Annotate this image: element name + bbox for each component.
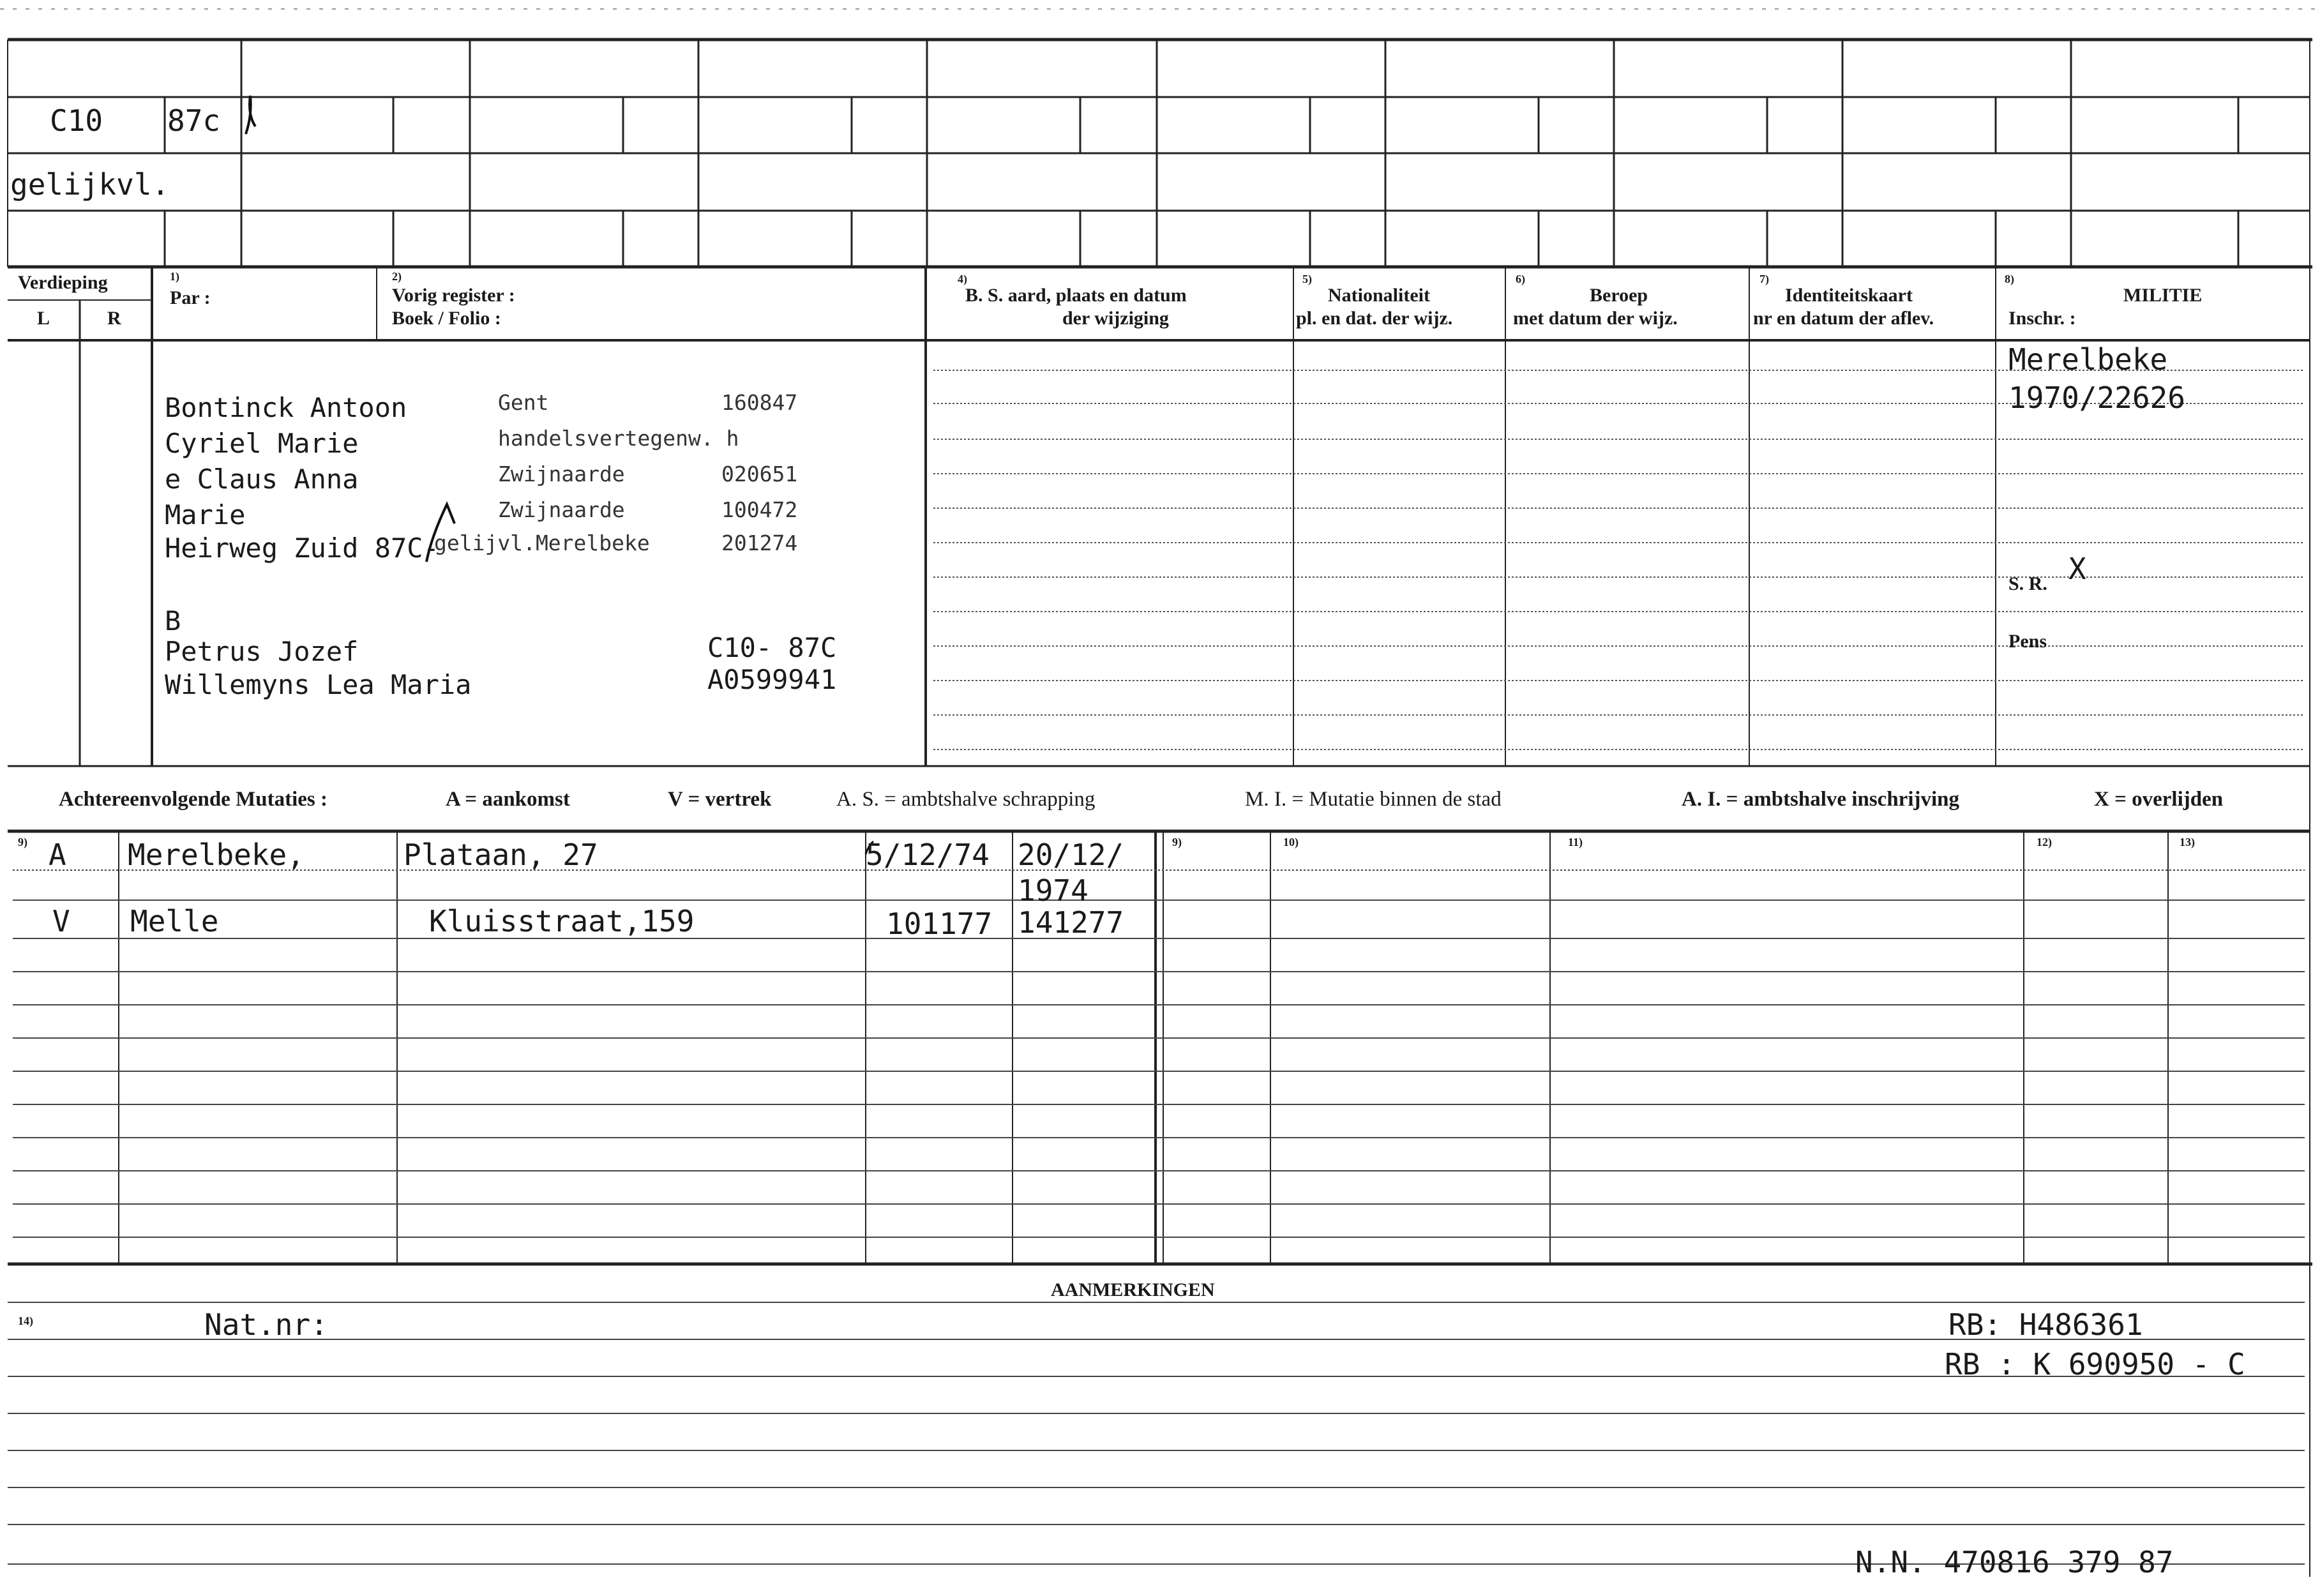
remarks-rb2: RB : K 690950 - C xyxy=(1945,1347,2245,1381)
mut-n13: 13) xyxy=(2180,836,2195,848)
remarks-rb1: RB: H486361 xyxy=(1948,1307,2143,1342)
militie-pens-label: Pens xyxy=(2008,631,2047,652)
legend-a: A = aankomst xyxy=(446,788,570,811)
header-militie: MILITIE xyxy=(2123,285,2203,306)
legend-title: Achtereenvolgende Mutaties : xyxy=(59,788,328,811)
mut-row2-date12: 101177 xyxy=(886,907,993,941)
block-suffix: gelijkvl. xyxy=(10,167,170,202)
header-par: Par : xyxy=(170,287,211,308)
person-date-5: 201274 xyxy=(721,531,798,555)
person-line-3: e Claus Anna xyxy=(165,463,359,495)
legend-ai: A. I. = ambtshalve inschrijving xyxy=(1682,788,1960,811)
header-ber-2: met datum der wijz. xyxy=(1513,308,1678,329)
header-vorig: Vorig register : xyxy=(392,285,515,306)
mut-row1-date13a: 20/12/ xyxy=(1018,838,1124,872)
header-nat-2: pl. en dat. der wijz. xyxy=(1296,308,1453,329)
person-place-3: Zwijnaarde xyxy=(498,462,625,486)
header-verdieping: Verdieping xyxy=(18,272,108,293)
header-n7: 7) xyxy=(1759,273,1769,285)
mut-n12: 12) xyxy=(2037,836,2052,848)
remarks-title: AANMERKINGEN xyxy=(1051,1279,1215,1300)
person-line-4: Marie xyxy=(165,499,246,531)
mut-n10: 10) xyxy=(1283,836,1299,848)
mut-row1-date13b: 1974 xyxy=(1018,873,1088,908)
header-bs-2: der wijziging xyxy=(1062,308,1169,329)
militie-sr-value: X xyxy=(2068,552,2086,586)
mut-row2-date13: 141277 xyxy=(1018,905,1124,940)
mut-row2-place: Melle xyxy=(130,904,219,938)
person-b: B xyxy=(165,605,181,636)
person-code-1: C10- 87C xyxy=(707,632,837,663)
person-date-3: 020651 xyxy=(721,462,798,486)
mut-row1-type: A xyxy=(49,838,66,872)
header-id-1: Identiteitskaart xyxy=(1785,285,1913,306)
mut-n11: 11) xyxy=(1568,836,1583,848)
person-date-1: 160847 xyxy=(721,390,798,415)
header-ber-1: Beroep xyxy=(1590,285,1648,306)
header-r: R xyxy=(107,308,121,329)
person-line-1: Bontinck Antoon xyxy=(165,392,407,423)
person-place-2: handelsvertegenw. h xyxy=(498,426,739,451)
mut-row1-street: Plataan, 27 xyxy=(403,838,598,872)
remarks-natnr: Nat.nr: xyxy=(204,1307,328,1342)
remarks-nn: N.N. 470816 379 87 xyxy=(1855,1545,2174,1579)
person-line-5: Heirweg Zuid 87C- xyxy=(165,532,439,564)
person-place-1: Gent xyxy=(498,390,549,415)
remarks-n14: 14) xyxy=(18,1314,33,1327)
mut-n9b: 9) xyxy=(1172,836,1182,848)
mut-row1-date12: 5/12/74 xyxy=(866,838,990,872)
header-inschr: Inschr. : xyxy=(2008,308,2076,329)
mut-row2-street: Kluisstraat,159 xyxy=(429,904,695,938)
mut-row2-type: V xyxy=(52,904,70,938)
legend-as: A. S. = ambtshalve schrapping xyxy=(836,788,1096,811)
header-n2: 2) xyxy=(392,270,402,283)
mut-row1-place: Merelbeke, xyxy=(128,838,305,872)
header-bs-1: B. S. aard, plaats en datum xyxy=(965,285,1187,306)
person-place-5: gelijvl.Merelbeke xyxy=(434,531,650,555)
header-boek: Boek / Folio : xyxy=(392,308,501,329)
militie-sr-label: S. R. xyxy=(2008,573,2047,594)
header-nat-1: Nationaliteit xyxy=(1328,285,1430,306)
header-n6: 6) xyxy=(1516,273,1525,285)
block-code: C10 xyxy=(50,103,103,138)
header-l: L xyxy=(37,308,50,329)
header-n1: 1) xyxy=(170,270,179,283)
person-place-4: Zwijnaarde xyxy=(498,497,625,522)
person-petrus: Petrus Jozef xyxy=(165,636,359,667)
legend-x: X = overlijden xyxy=(2094,788,2224,811)
person-willemyns: Willemyns Lea Maria xyxy=(165,669,472,700)
militie-place: Merelbeke xyxy=(2008,342,2168,377)
header-n8: 8) xyxy=(2005,273,2014,285)
legend-mi: M. I. = Mutatie binnen de stad xyxy=(1245,788,1502,811)
header-n5: 5) xyxy=(1302,273,1312,285)
header-id-2: nr en datum der aflev. xyxy=(1753,308,1934,329)
mut-n9: 9) xyxy=(18,836,27,848)
block-number: 87c xyxy=(167,103,221,138)
legend-v: V = vertrek xyxy=(668,788,772,811)
header-n4: 4) xyxy=(958,273,967,285)
militie-number: 1970/22626 xyxy=(2008,380,2185,415)
person-code-2: A0599941 xyxy=(707,664,837,695)
person-line-2: Cyriel Marie xyxy=(165,428,359,459)
person-date-4: 100472 xyxy=(721,497,798,522)
